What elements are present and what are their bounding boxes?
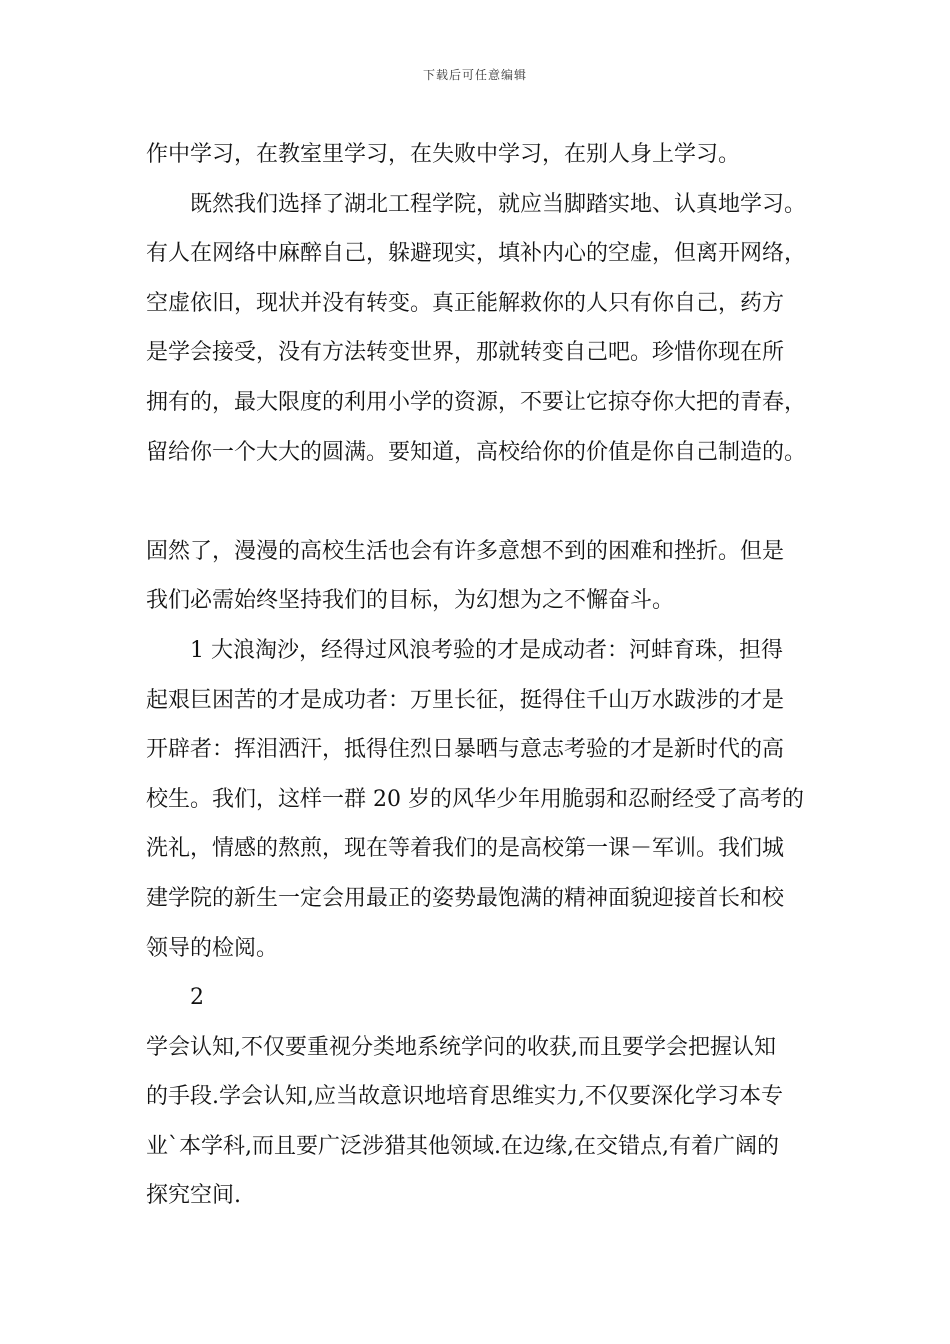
text-line: 2 <box>190 985 204 1011</box>
text-line: 洗礼，情感的熬煎，现在等着我们的是高校第一课－军训。我们城 <box>146 836 785 862</box>
text-line: 空虚依旧，现状并没有转变。真正能解救你的人只有你自己，药方 <box>146 290 785 316</box>
page-header: 下载后可任意编辑 <box>422 68 527 82</box>
text-line: 的手段.学会认知,应当故意识地培育思维实力,不仅要深化学习本专 <box>146 1084 783 1110</box>
text-line: 探究空间. <box>146 1183 241 1209</box>
paragraph-spacer <box>146 477 806 527</box>
text-line: 作中学习，在教室里学习，在失败中学习，在别人身上学习。 <box>146 142 741 167</box>
document-body <box>146 130 806 1221</box>
text-line: 拥有的，最大限度的利用小学的资源，不要让它掠夺你大把的青春， <box>146 389 806 415</box>
text-line: 开辟者：挥泪洒汗，抵得住烈日暴晒与意志考验的才是新时代的高 <box>146 737 785 763</box>
paragraph <box>146 180 806 478</box>
text-line: 起艰巨困苦的才是成功者：万里长征，挺得住千山万水跋涉的才是 <box>146 687 785 713</box>
text-line: 固然了，漫漫的高校生活也会有许多意想不到的困难和挫折。但是 <box>146 538 785 564</box>
paragraph <box>146 1023 806 1221</box>
text-line: 1 大浪淘沙，经得过风浪考验的才是成动者：河蚌育珠，担得 <box>190 637 783 663</box>
text-line: 校生。我们，这样一群 20 岁的风华少年用脆弱和忍耐经受了高考的 <box>146 786 804 812</box>
paragraph <box>146 973 806 1023</box>
text-line: 是学会接受，没有方法转变世界，那就转变自己吧。珍惜你现在所 <box>146 340 785 366</box>
text-line: 有人在网络中麻醉自己，躲避现实，填补内心的空虚，但离开网络， <box>146 241 806 267</box>
paragraph <box>146 527 806 626</box>
text-line: 学会认知,不仅要重视分类地系统学问的收获,而且要学会把握认知 <box>146 1034 776 1060</box>
text-line: 我们必需始终坚持我们的目标，为幻想为之不懈奋斗。 <box>146 588 675 614</box>
text-line: 既然我们选择了湖北工程学院，就应当脚踏实地、认真地学习。 <box>190 191 806 217</box>
paragraph <box>146 626 806 973</box>
text-line: 业`本学科,而且要广泛涉猎其他领域.在边缘,在交错点,有着广阔的 <box>146 1133 779 1159</box>
paragraph <box>146 130 806 180</box>
text-line: 领导的检阅。 <box>146 935 279 961</box>
text-line: 建学院的新生一定会用最正的姿势最饱满的精神面貌迎接首长和校 <box>146 885 785 911</box>
text-line: 留给你一个大大的圆满。要知道，高校给你的价值是你自己制造的。 <box>146 439 806 465</box>
